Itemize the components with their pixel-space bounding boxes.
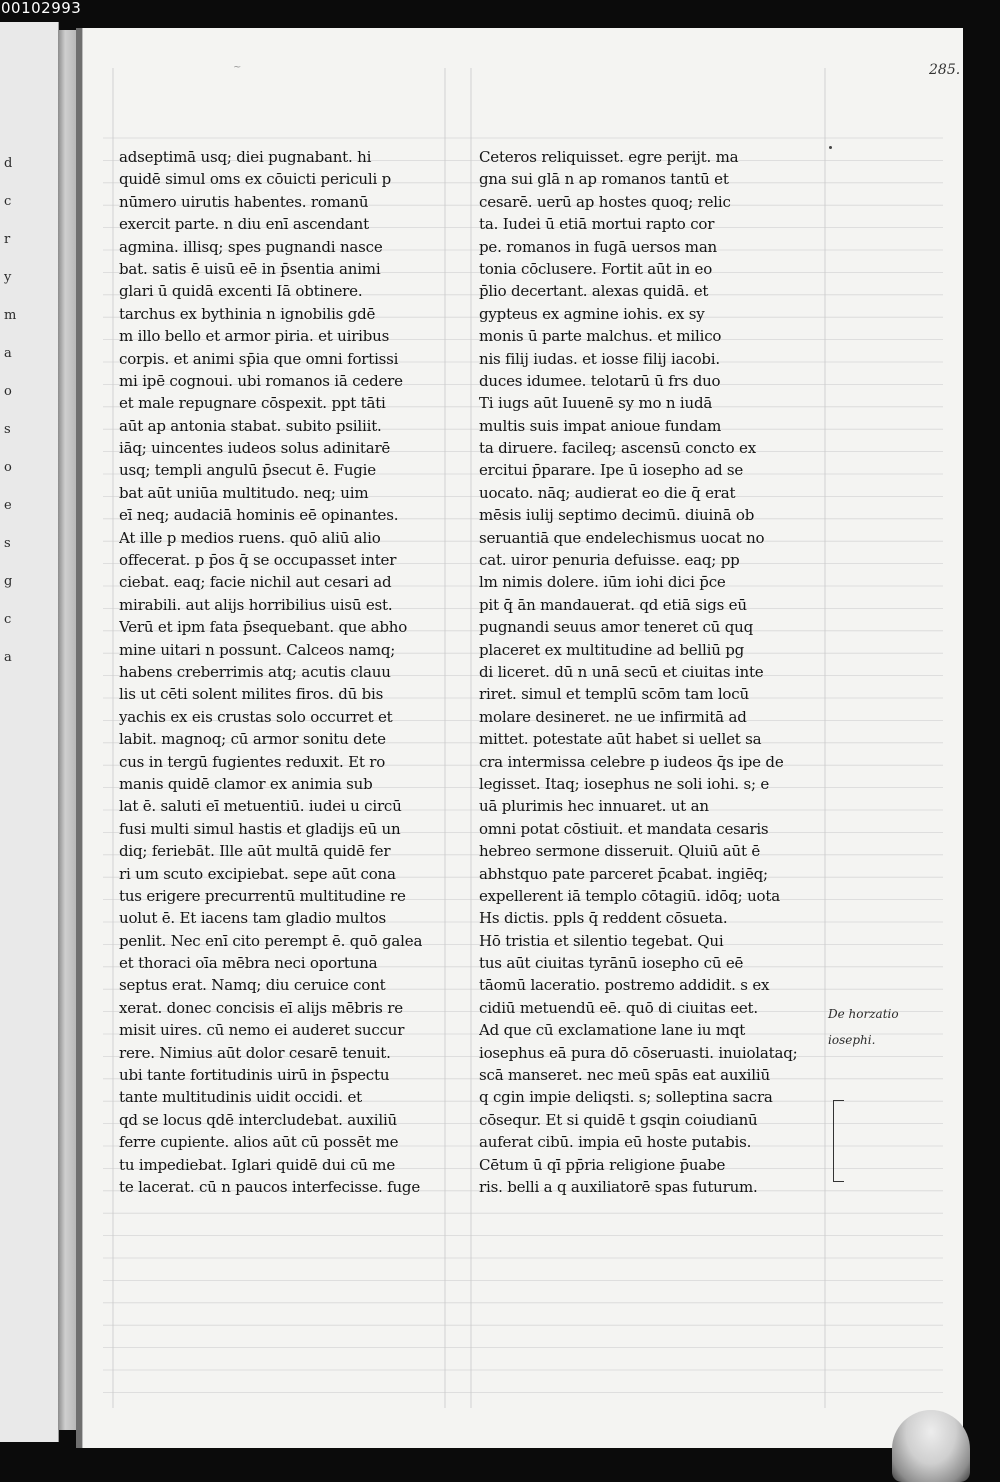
manuscript-line: pugnandi seuus amor teneret cū quq xyxy=(479,618,753,637)
manuscript-line: pit q̄ ān mandauerat. qd etiā sigs eū xyxy=(479,595,747,614)
manuscript-line: xerat. donec concisis eī alijs mēbris re xyxy=(119,998,403,1017)
manuscript-line: bat aūt uniūa multitudo. neq; uim xyxy=(119,483,369,502)
prev-page-letter: e xyxy=(4,498,12,513)
manuscript-line: placeret ex multitudine ad belliū pg xyxy=(479,640,745,659)
manuscript-line: mi ipē cognoui. ubi romanos iā cedere xyxy=(119,371,403,390)
page-edge xyxy=(58,30,76,1430)
manuscript-line: tāomū laceratio. postremo addidit. s ex xyxy=(479,976,770,995)
prev-page-letter: a xyxy=(4,650,12,665)
manuscript-line: ris. belli a q auxiliatorē spas futurum. xyxy=(479,1177,758,1196)
manuscript-line: tonia cōclusere. Fortit aūt in eo xyxy=(479,259,713,278)
manuscript-line: di liceret. dū n unā secū et ciuitas inte xyxy=(479,662,764,681)
ink-smudge: ~ xyxy=(233,62,242,73)
manuscript-line: m illo bello et armor piria. et uiribus xyxy=(119,327,390,346)
manuscript-line: cōsequr. Et si quidē t gsqin coiudianū xyxy=(479,1110,758,1129)
prev-page-letter: m xyxy=(4,308,17,323)
manuscript-line: et thoraci oīa mēbra neci oportuna xyxy=(119,954,378,973)
prev-page-letter: a xyxy=(4,346,12,361)
manuscript-line: exercit parte. n diu enī ascendant xyxy=(119,215,369,234)
text-column-left xyxy=(119,146,449,1198)
manuscript-line: legisset. Itaq; iosephus ne soli iohi. s; e xyxy=(479,774,770,793)
manuscript-line: scā manseret. nec meū spās eat auxiliū xyxy=(479,1066,770,1085)
manuscript-line: cidiū metuendū eē. quō di ciuitas eet. xyxy=(479,998,758,1017)
manuscript-line: ri um scuto excipiebat. sepe aūt cona xyxy=(119,864,396,883)
manuscript-line: mirabili. aut alijs horribilius uisū est. xyxy=(119,595,393,614)
manuscript-line: Ceteros reliquisset. egre perijt. ma xyxy=(479,148,739,166)
manuscript-line: duces idumee. telotarū ū frs duo xyxy=(479,371,721,390)
manuscript-line: omni potat cōstiuit. et mandata cesaris xyxy=(479,819,769,838)
manuscript-line: cra intermissa celebre p iudeos q̄s ipe de xyxy=(479,752,784,771)
manuscript-line: auferat cibū. impia eū hoste putabis. xyxy=(479,1133,752,1152)
manuscript-line: et male repugnare cōspexit. ppt tāti xyxy=(119,394,386,413)
marginal-bracket xyxy=(833,1100,844,1182)
manuscript-line: expellerent iā templo cōtagiū. idōq; uota xyxy=(479,886,780,905)
manuscript-line: tu impediebat. Iglari quidē dui cū me xyxy=(119,1155,396,1174)
manuscript-line: Hs dictis. ppls q̄ reddent cōsueta. xyxy=(479,909,728,928)
manuscript-line: Verū et ipm fata p̄sequebant. que abho xyxy=(119,618,408,637)
manuscript-line: ta. Iudei ū etiā mortui rapto cor xyxy=(479,215,715,234)
manuscript-line: iosephus eā pura dō cōseruasti. inuiolataq; xyxy=(479,1043,798,1062)
manuscript-line: Ad que cū exclamatione lane iu mqt xyxy=(479,1021,746,1040)
manuscript-line: hebreo sermone disseruit. Qluiū aūt ē xyxy=(479,842,761,861)
manuscript-line: labit. magnoq; cū armor sonitu dete xyxy=(119,730,386,749)
manuscript-line: bat. satis ē uisū eē in p̄sentia animi xyxy=(119,259,381,278)
manuscript-line: tus aūt ciuitas tyrānū iosepho cū eē xyxy=(479,954,744,973)
manuscript-line: cesarē. uerū ap hostes quoq; relic xyxy=(479,192,731,211)
manuscript-line: iāq; uincentes iudeos solus adinitarē xyxy=(119,439,391,458)
prev-page-letter: s xyxy=(4,422,11,437)
manuscript-line: qd se locus qdē intercludebat. auxiliū xyxy=(119,1110,398,1129)
marginal-note xyxy=(828,1001,938,1053)
manuscript-line: ciebat. eaq; facie nichil aut cesari ad xyxy=(119,573,392,592)
manuscript-line: mine uitari n possunt. Calceos namq; xyxy=(119,640,396,659)
manuscript-line: offecerat. p p̄os q̄ se occupasset inter xyxy=(119,551,397,570)
manuscript-line: uolut ē. Et iacens tam gladio multos xyxy=(119,909,386,928)
manuscript-line: misit uires. cū nemo ei auderet succur xyxy=(119,1021,405,1040)
manuscript-line: cus in tergū fugientes reduxit. Et ro xyxy=(119,752,386,771)
manuscript-line: yachis ex eis crustas solo occurret et xyxy=(119,707,393,726)
manuscript-line: nūmero uirutis habentes. romanū xyxy=(119,192,369,211)
manuscript-line: manis quidē clamor ex animia sub xyxy=(119,774,373,793)
manuscript-line: seruantiā que endelechismus uocat no xyxy=(479,528,765,547)
manuscript-line: Hō tristia et silentio tegebat. Qui xyxy=(479,931,724,950)
manuscript-line: gypteus ex agmine iohis. ex sy xyxy=(479,304,705,323)
manuscript-line: rere. Nimius aūt dolor cesarē tenuit. xyxy=(119,1043,391,1062)
manuscript-line: habens creberrimis atq; acutis clauu xyxy=(119,662,391,681)
manuscript-line: q cgin impie deliqsti. s; solleptina sacra xyxy=(479,1088,773,1107)
manuscript-line: ferre cupiente. alios aūt cū possēt me xyxy=(119,1133,399,1152)
manuscript-line: gna sui glā n ap romanos tantū et xyxy=(479,170,729,189)
manuscript-line: lat ē. saluti eī metuentiū. iudei u circū xyxy=(119,797,402,816)
marginal-note-line: iosephi. xyxy=(828,1033,876,1047)
archive-identifier: 00102993 xyxy=(1,0,82,17)
manuscript-line: eī neq; audaciā hominis eē opinantes. xyxy=(119,506,399,525)
manuscript-line: nis filij iudas. et iosse filij iacobi. xyxy=(479,349,720,368)
manuscript-line: uocato. nāq; audierat eo die q̄ erat xyxy=(479,483,736,502)
manuscript-line: tus erigere precurrentū multitudine re xyxy=(119,886,406,905)
manuscript-line: agmina. illisq; spes pugnandi nasce xyxy=(119,237,383,256)
manuscript-line: aūt ap antonia stabat. subito psiliit. xyxy=(119,416,382,435)
manuscript-line: molare desineret. ne ue infirmitā ad xyxy=(479,707,747,726)
previous-page-fragment xyxy=(0,22,59,1442)
margin-dot xyxy=(829,146,832,149)
manuscript-line: quidē simul oms ex cōuicti periculi p xyxy=(119,170,392,189)
manuscript-line: ercitui p̄parare. Ipe ū iosepho ad se xyxy=(479,461,744,480)
manuscript-line: abhstquo pate parceret p̄cabat. ingiēq; xyxy=(479,864,768,883)
prev-page-letter: d xyxy=(4,156,13,171)
manuscript-line: At ille p medios ruens. quō aliū alio xyxy=(119,528,381,547)
prev-page-letter: s xyxy=(4,536,11,551)
prev-page-letter: c xyxy=(4,194,12,209)
manuscript-line: lis ut cēti solent milites firos. dū bis xyxy=(119,685,384,704)
manuscript-line: glari ū quidā excenti Iā obtinere. xyxy=(119,282,363,301)
prev-page-letter: o xyxy=(4,384,12,399)
manuscript-line: ubi tante fortitudinis uirū in p̄spectu xyxy=(119,1066,390,1085)
manuscript-line: usq; templi angulū p̄secut ē. Fugie xyxy=(119,461,376,480)
prev-page-letter: c xyxy=(4,612,12,627)
text-column-right xyxy=(479,146,821,1198)
manuscript-line: fusi multi simul hastis et gladijs eū un xyxy=(119,819,401,838)
manuscript-line: ta diruere. facileq; ascensū concto ex xyxy=(479,439,756,458)
manuscript-line: tante multitudinis uidit occidi. et xyxy=(119,1088,362,1107)
manuscript-leaf xyxy=(82,28,963,1448)
manuscript-line: diq; feriebāt. Ille aūt multā quidē fer xyxy=(119,842,391,861)
manuscript-line: p̄lio decertant. alexas quidā. et xyxy=(479,282,709,301)
prev-page-letter: g xyxy=(4,574,13,589)
manuscript-line: multis suis impat anioue fundam xyxy=(479,416,722,435)
manuscript-line: Ti iugs aūt Iuuenē sy mo n iudā xyxy=(479,394,713,413)
marginal-note-line: De horzatio xyxy=(828,1007,899,1021)
manuscript-line: adseptimā usq; diei pugnabant. hi xyxy=(119,148,372,166)
manuscript-line: corpis. et animi sp̄ia que omni fortissi xyxy=(119,349,399,368)
manuscript-line: cat. uiror penuria defuisse. eaq; pp xyxy=(479,551,740,570)
prev-page-letter: r xyxy=(4,232,11,247)
prev-page-letter: y xyxy=(4,270,12,285)
manuscript-line: mēsis iulij septimo decimū. diuinā ob xyxy=(479,506,755,525)
manuscript-line: lm nimis dolere. iūm iohi dici p̄ce xyxy=(479,573,726,592)
manuscript-line: te lacerat. cū n paucos interfecisse. fuge xyxy=(119,1177,420,1196)
manuscript-line: tarchus ex bythinia n ignobilis gdē xyxy=(119,304,376,323)
manuscript-line: monis ū parte malchus. et milico xyxy=(479,327,722,346)
manuscript-line: Cētum ū qī pp̄ria religione p̄uabe xyxy=(479,1155,726,1174)
manuscript-line: mittet. potestate aūt habet si uellet sa xyxy=(479,730,762,749)
manuscript-line: septus erat. Namq; diu ceruice cont xyxy=(119,976,386,995)
manuscript-line: riret. simul et templū scōm tam locū xyxy=(479,685,749,704)
manuscript-line: uā plurimis hec innuaret. ut an xyxy=(479,797,709,816)
manuscript-line: penlit. Nec enī cito perempt ē. quō galea xyxy=(119,931,423,950)
photographer-thumb xyxy=(892,1410,970,1482)
folio-number: 285. xyxy=(929,62,961,78)
manuscript-line: pe. romanos in fugā uersos man xyxy=(479,237,718,256)
prev-page-letter: o xyxy=(4,460,12,475)
